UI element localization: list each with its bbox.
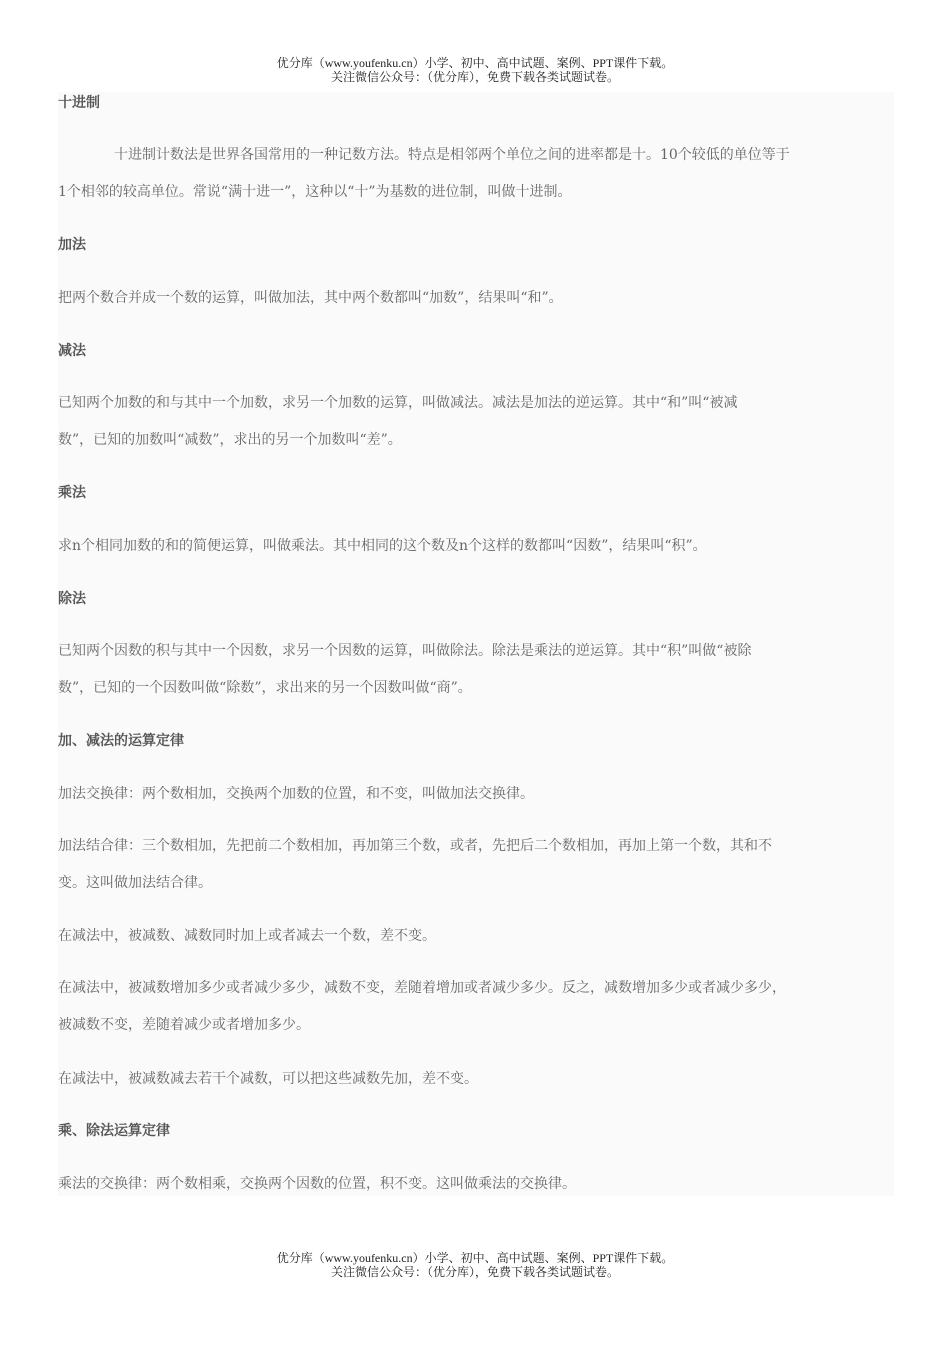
footer-line-1: 优分库（www.youfenku.cn）小学、初中、高中试题、案例、PPT课件下载。: [276, 1251, 674, 1265]
paragraph-multiplication-commutative: 乘法的交换律：两个数相乘，交换两个因数的位置，积不变。这叫做乘法的交换律。: [58, 1176, 576, 1192]
heading-multiplication: 乘法: [58, 485, 86, 501]
paragraph-line: 变。这叫做加法结合律。: [58, 875, 212, 891]
heading-addition: 加法: [58, 237, 86, 253]
paragraph-line: 已知两个因数的积与其中一个因数，求另一个因数的运算，叫做除法。除法是乘法的逆运算。其中“积”叫做“被除: [58, 643, 752, 659]
paragraph-addition: 把两个数合并成一个数的运算，叫做加法，其中两个数都叫“加数”，结果叫“和”。: [58, 290, 563, 306]
page-footer: [0, 1251, 950, 1279]
heading-mul-div-laws: 乘、除法运算定律: [58, 1123, 170, 1139]
paragraph-division: [58, 633, 894, 707]
paragraph-addition-associative: [58, 828, 894, 902]
paragraph-line: 被减数不变，差随着减少或者增加多少。: [58, 1017, 310, 1033]
paragraph-line: 已知两个加数的和与其中一个加数，求另一个加数的运算，叫做减法。减法是加法的逆运算。其中“和”叫“被减: [58, 395, 738, 411]
paragraph-decimal: [58, 137, 894, 211]
header-line-2: 关注微信公众号：（优分库），免费下载各类试题试卷。: [330, 70, 619, 84]
paragraph-subtraction-rule-2: [58, 970, 894, 1044]
paragraph-line: 数”，已知的一个因数叫做“除数”，求出来的另一个因数叫做“商”。: [58, 680, 472, 696]
paragraph-line: 加法结合律：三个数相加，先把前二个数相加，再加第三个数，或者，先把后二个数相加，再加上第一个数，其和不: [58, 838, 772, 854]
heading-division: 除法: [58, 591, 86, 607]
paragraph-line: 数”，已知的加数叫“减数”，求出的另一个加数叫“差”。: [58, 432, 402, 448]
paragraph-line: 十进制计数法是世界各国常用的一种记数方法。特点是相邻两个单位之间的进率都是十。10个较低的单位等于: [114, 147, 790, 163]
paragraph-subtraction: [58, 385, 894, 459]
heading-subtraction: 减法: [58, 343, 86, 359]
paragraph-subtraction-rule-3: 在减法中，被减数减去若干个减数，可以把这些减数先加，差不变。: [58, 1071, 478, 1087]
paragraph-multiplication: 求n个相同加数的和的简便运算，叫做乘法。其中相同的这个数及n个这样的数都叫“因数”，结果叫“积”。: [58, 538, 707, 554]
footer-line-2: 关注微信公众号：（优分库），免费下载各类试题试卷。: [330, 1265, 619, 1279]
paragraph-line: 1个相邻的较高单位。常说“满十进一”，这种以“十”为基数的进位制，叫做十进制。: [58, 184, 572, 200]
document-body: [58, 92, 894, 1196]
paragraph-addition-commutative: 加法交换律：两个数相加，交换两个加数的位置，和不变，叫做加法交换律。: [58, 786, 534, 802]
page-header: [0, 56, 950, 84]
paragraph-subtraction-rule-1: 在减法中，被减数、减数同时加上或者减去一个数，差不变。: [58, 928, 436, 944]
heading-add-sub-laws: 加、减法的运算定律: [58, 733, 184, 749]
paragraph-line: 在减法中，被减数增加多少或者减少多少，减数不变，差随着增加或者减少多少。反之，减数增加多少或者减少多少，: [58, 980, 786, 996]
heading-decimal: 十进制: [58, 95, 100, 111]
header-line-1: 优分库（www.youfenku.cn）小学、初中、高中试题、案例、PPT课件下载。: [276, 56, 674, 70]
